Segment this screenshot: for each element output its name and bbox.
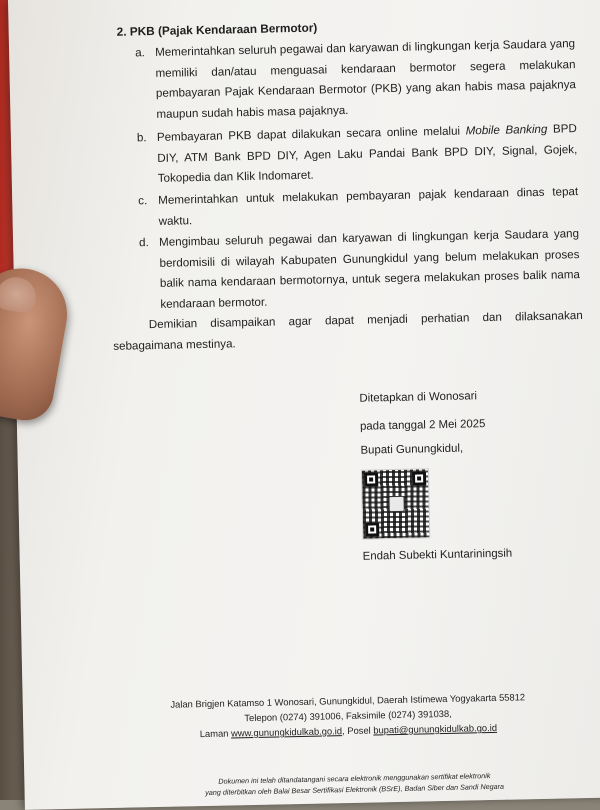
footer-contact: Laman www.gunungkidulkab.go.id, Posel bupati@gunungkidulkab.go.id bbox=[199, 721, 498, 740]
signature-title: Bupati Gunungkidul, bbox=[360, 442, 464, 457]
website-link[interactable]: www.gunungkidulkab.go.id bbox=[230, 725, 343, 739]
qr-finder-pattern bbox=[412, 471, 426, 485]
list-item-letter: b. bbox=[136, 131, 147, 145]
signature-date: pada tanggal 2 Mei 2025 bbox=[359, 418, 486, 433]
esign-disclaimer-line2: yang diterbitkan oleh Balai Besar Sertifikasi Elektronik (BSrE), Badan Siber dan Sandi Negara bbox=[205, 781, 505, 798]
esign-disclaimer-line1: Dokumen ini telah ditandatangani secara elektronik menggunakan sertifikat elektronik bbox=[218, 771, 491, 786]
list-item-text: Mengimbau seluruh pegawai dan karyawan di lingkungan kerja Saudara yang berdomisili di wilayah Kabupaten Gunungkidul yang belum melakukan proses balik nama kendaraan bermotornya, untuk segera melakukan proses balik nama kendaraan bermotor. bbox=[158, 227, 581, 311]
list-item-b bbox=[137, 119, 578, 190]
list-item-letter: c. bbox=[138, 194, 148, 208]
list-item-text: Pembayaran PKB dapat dilakukan secara online melalui Mobile Banking BPD DIY, ATM Bank BPD DIY, Agen Laku Pandai Bank BPD DIY, Signal, Gojek, Tokopedia dan Klik Indomaret. bbox=[156, 122, 578, 186]
closing-paragraph: Demikian disampaikan agar dapat menjadi perhatian dan dilaksanakan sebagaimana mestinya. bbox=[113, 309, 583, 353]
footer-phone: Telepon (0274) 391006, Faksimile (0274) 391038, bbox=[244, 707, 452, 724]
qr-finder-pattern bbox=[365, 522, 379, 536]
list-item-d bbox=[139, 224, 581, 316]
italic-term: Mobile Banking bbox=[465, 122, 548, 138]
list-item-text: Memerintahkan seluruh pegawai dan karyawan di lingkungan kerja Saudara yang memiliki dan/atau menguasai kendaraan bermotor segera melakukan pembayaran Pajak Kendaraan Bermotor (PKB) yang akan habis masa pajaknya maupun sudah habis masa pajaknya. bbox=[154, 37, 577, 121]
email-link[interactable]: bupati@gunungkidulkab.go.id bbox=[373, 721, 498, 736]
letter-page bbox=[8, 0, 600, 810]
thumbnail-nail bbox=[0, 274, 39, 314]
signature-qr-code bbox=[361, 468, 430, 539]
list-item-letter: d. bbox=[138, 236, 149, 250]
footer-address: Jalan Brigjen Katamso 1 Wonosari, Gunungkidul, Daerah Istimewa Yogyakarta 55812 bbox=[170, 691, 526, 710]
list-item-text: Memerintahkan untuk melakukan pembayaran pajak kendaraan dinas tepat waktu. bbox=[158, 185, 579, 228]
qr-finder-pattern bbox=[364, 472, 378, 486]
signature-place: Ditetapkan di Wonosari bbox=[359, 390, 478, 405]
signatory-name: Endah Subekti Kuntariningsih bbox=[362, 547, 513, 563]
list-item-letter: a. bbox=[134, 46, 145, 60]
qr-logo-emblem bbox=[388, 496, 404, 512]
list-item-a bbox=[135, 34, 577, 126]
section-heading: 2. PKB (Pajak Kendaraan Bermotor) bbox=[116, 20, 318, 39]
